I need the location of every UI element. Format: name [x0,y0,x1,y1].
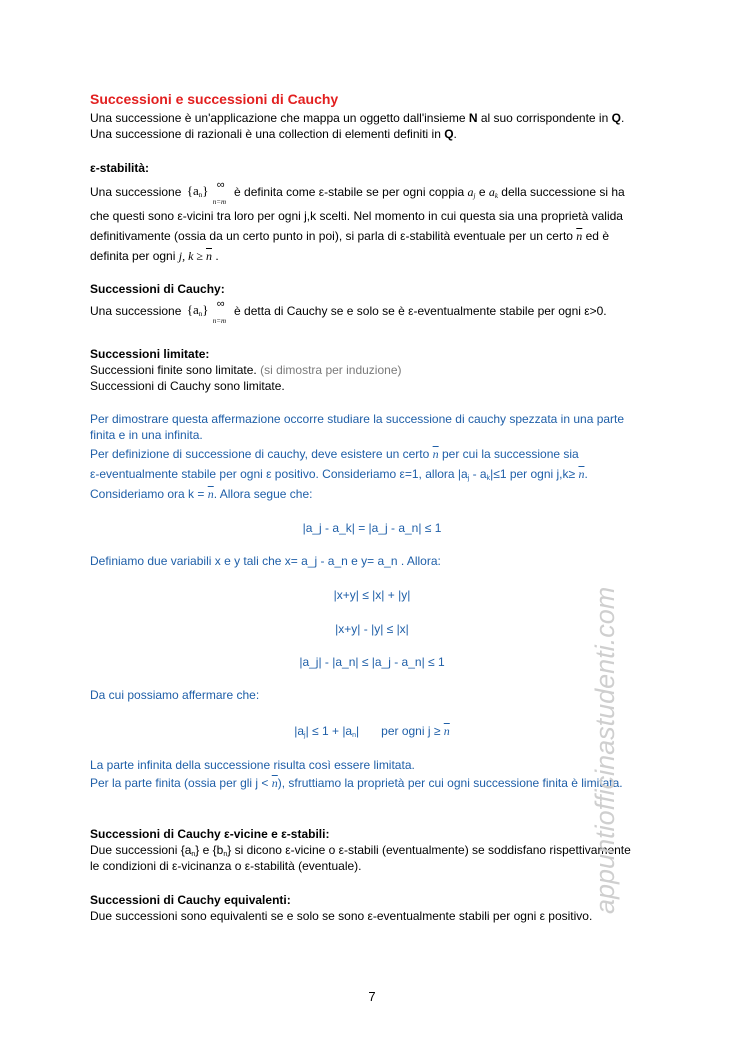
text: al suo corrispondente in [477,111,612,125]
sequence-notation: $\{a_n\}$ ∞ n=m [186,298,226,325]
text: per cui la successione sia [438,447,579,461]
eps-stability-heading: ε-stabilità: [90,161,150,175]
text: Una successione di razionali è una collection di elementi definiti in [90,127,445,141]
text: è definita come ε-stabile se per ogni coppia [230,185,468,199]
text: definita per ogni [90,249,179,263]
n-bar: $\overline{n}$ [576,229,583,243]
text: Per la parte finita (ossia per gli j < [90,776,272,790]
equivalenti-heading: Successioni di Cauchy equivalenti: [90,893,291,907]
proof-line-7: Da cui possiamo affermare che: [90,688,260,702]
equation-2: |x+y| ≤ |x| + |y| [333,588,411,602]
n-bar: $\overline{n}$ [207,487,214,501]
vicine-heading: Successioni di Cauchy ε-vicine e ε-stabili: [90,827,330,841]
text: Due successioni {a [90,843,192,857]
watermark: appuntiofficinastudenti.com [590,586,620,914]
n-bar: $\overline{n}$ [578,467,585,481]
sequence-notation: $\{a_n\}$ ∞ n=m [186,179,226,206]
text: Consideriamo ora k = [90,487,208,501]
text: ), sfruttiamo la proprietà per cui ogni successione finita è limitata. [277,776,623,790]
n-bar: $\overline{n}$ [432,447,439,461]
text: Una successione è un'applicazione che mappa un oggetto dall'insieme [90,111,469,125]
text: e [475,185,489,199]
math: j, k ≥ [178,249,206,263]
page-number: 7 [368,989,376,1004]
intro-line-2 [90,126,457,142]
text: } e {b [195,843,224,857]
text: Successioni finite sono limitate. [90,363,261,377]
eps-stability-line-4 [90,248,219,264]
proof-line-5 [90,486,312,502]
text: |≤1 per ogni j,k≥ [490,467,579,481]
a-k: $a_k$ [488,185,498,200]
intro-line-1 [90,110,624,126]
text: - a [469,467,487,481]
equation-1: |a_j - a_k| = |a_j - a_n| ≤ 1 [302,521,442,535]
equation-3: |x+y| - |y| ≤ |x| [335,622,409,636]
note: (si dimostra per induzione) [260,363,402,377]
text: . [453,127,457,141]
text: ε-eventualmente stabile per ogni ε positivo. Consideriamo ε=1, allora |a [90,467,468,481]
eps-stability-line-2: che questi sono ε-vicini tra loro per ogni j,k scelti. Nel momento in cui questa sia una proprietà valida [90,209,623,223]
text: è detta di Cauchy se e solo se è ε-eventualmente stabile per ogni ε>0. [230,304,607,318]
proof-line-8: La parte infinita della successione risulta così essere limitata. [90,758,415,772]
text: . [620,111,625,125]
equation-5: $|a_j| \le 1 + |a_n|$ per ogni $j \ge \overline{n}$ [294,724,450,739]
text: Per definizione di successione di cauchy, deve esistere un certo [90,447,433,461]
set-Q: Q [444,127,454,141]
equation-4: |a_j| - |a_n| ≤ |a_j - a_n| ≤ 1 [299,655,445,669]
text: . Allora segue che: [213,487,313,501]
text: della successione si ha [497,185,625,199]
limitate-line-2: Successioni di Cauchy sono limitate. [90,379,285,393]
text: } si dicono ε-vicine o ε-stabili (eventualmente) se soddisfano rispettivamente [227,843,631,857]
text: . [584,467,588,481]
proof-line-2: finita e in una infinita. [90,428,203,442]
vicine-line-1: Due successioni $\{a_n\}$ e $\{b_n\}$ si dicono ε-vicine o ε-stabili (eventualmente) se soddisfano rispettivamente [90,843,631,858]
text: Una successione [90,185,185,199]
text: definitivamente (ossia da un certo punto in poi), si parla di ε-stabilità eventuale per un certo [90,229,577,243]
set-Q: Q [611,111,621,125]
vicine-line-2: le condizioni di ε-vicinanza o ε-stabilità (eventuale). [90,859,362,873]
text: ed è [582,229,609,243]
limitate-heading: Successioni limitate: [90,347,210,361]
proof-line-9 [90,775,623,791]
page-title: Successioni e successioni di Cauchy [90,91,339,107]
set-N: N [468,111,478,125]
proof-line-6: Definiamo due variabili x e y tali che x= a_j - a_n e y= a_n . Allora: [90,554,441,568]
eps-stability-line-1 [90,179,625,206]
cauchy-line-1 [90,298,607,325]
proof-line-4: ε-eventualmente stabile per ogni ε positivo. Consideriamo ε=1, allora $|a_j - a_k|\le 1$ per ogni $j,k\ge \overline{n}$. [90,467,588,482]
proof-line-1: Per dimostrare questa affermazione occorre studiare la successione di cauchy spezzata in una parte [90,412,625,426]
n-bar: $\overline{n}$ [205,249,212,263]
n-bar: $\overline{n}$ [271,776,278,790]
a-j: $a_j$ [467,185,476,200]
limitate-line-1 [90,362,402,378]
equivalenti-line-1: Due successioni sono equivalenti se e solo se sono ε-eventualmente stabili per ogni ε positivo. [90,909,593,923]
cauchy-heading: Successioni di Cauchy: [90,282,225,296]
text: Una successione [90,304,185,318]
proof-line-3 [90,446,579,462]
eps-stability-line-3 [90,228,609,244]
text: . [211,249,219,263]
